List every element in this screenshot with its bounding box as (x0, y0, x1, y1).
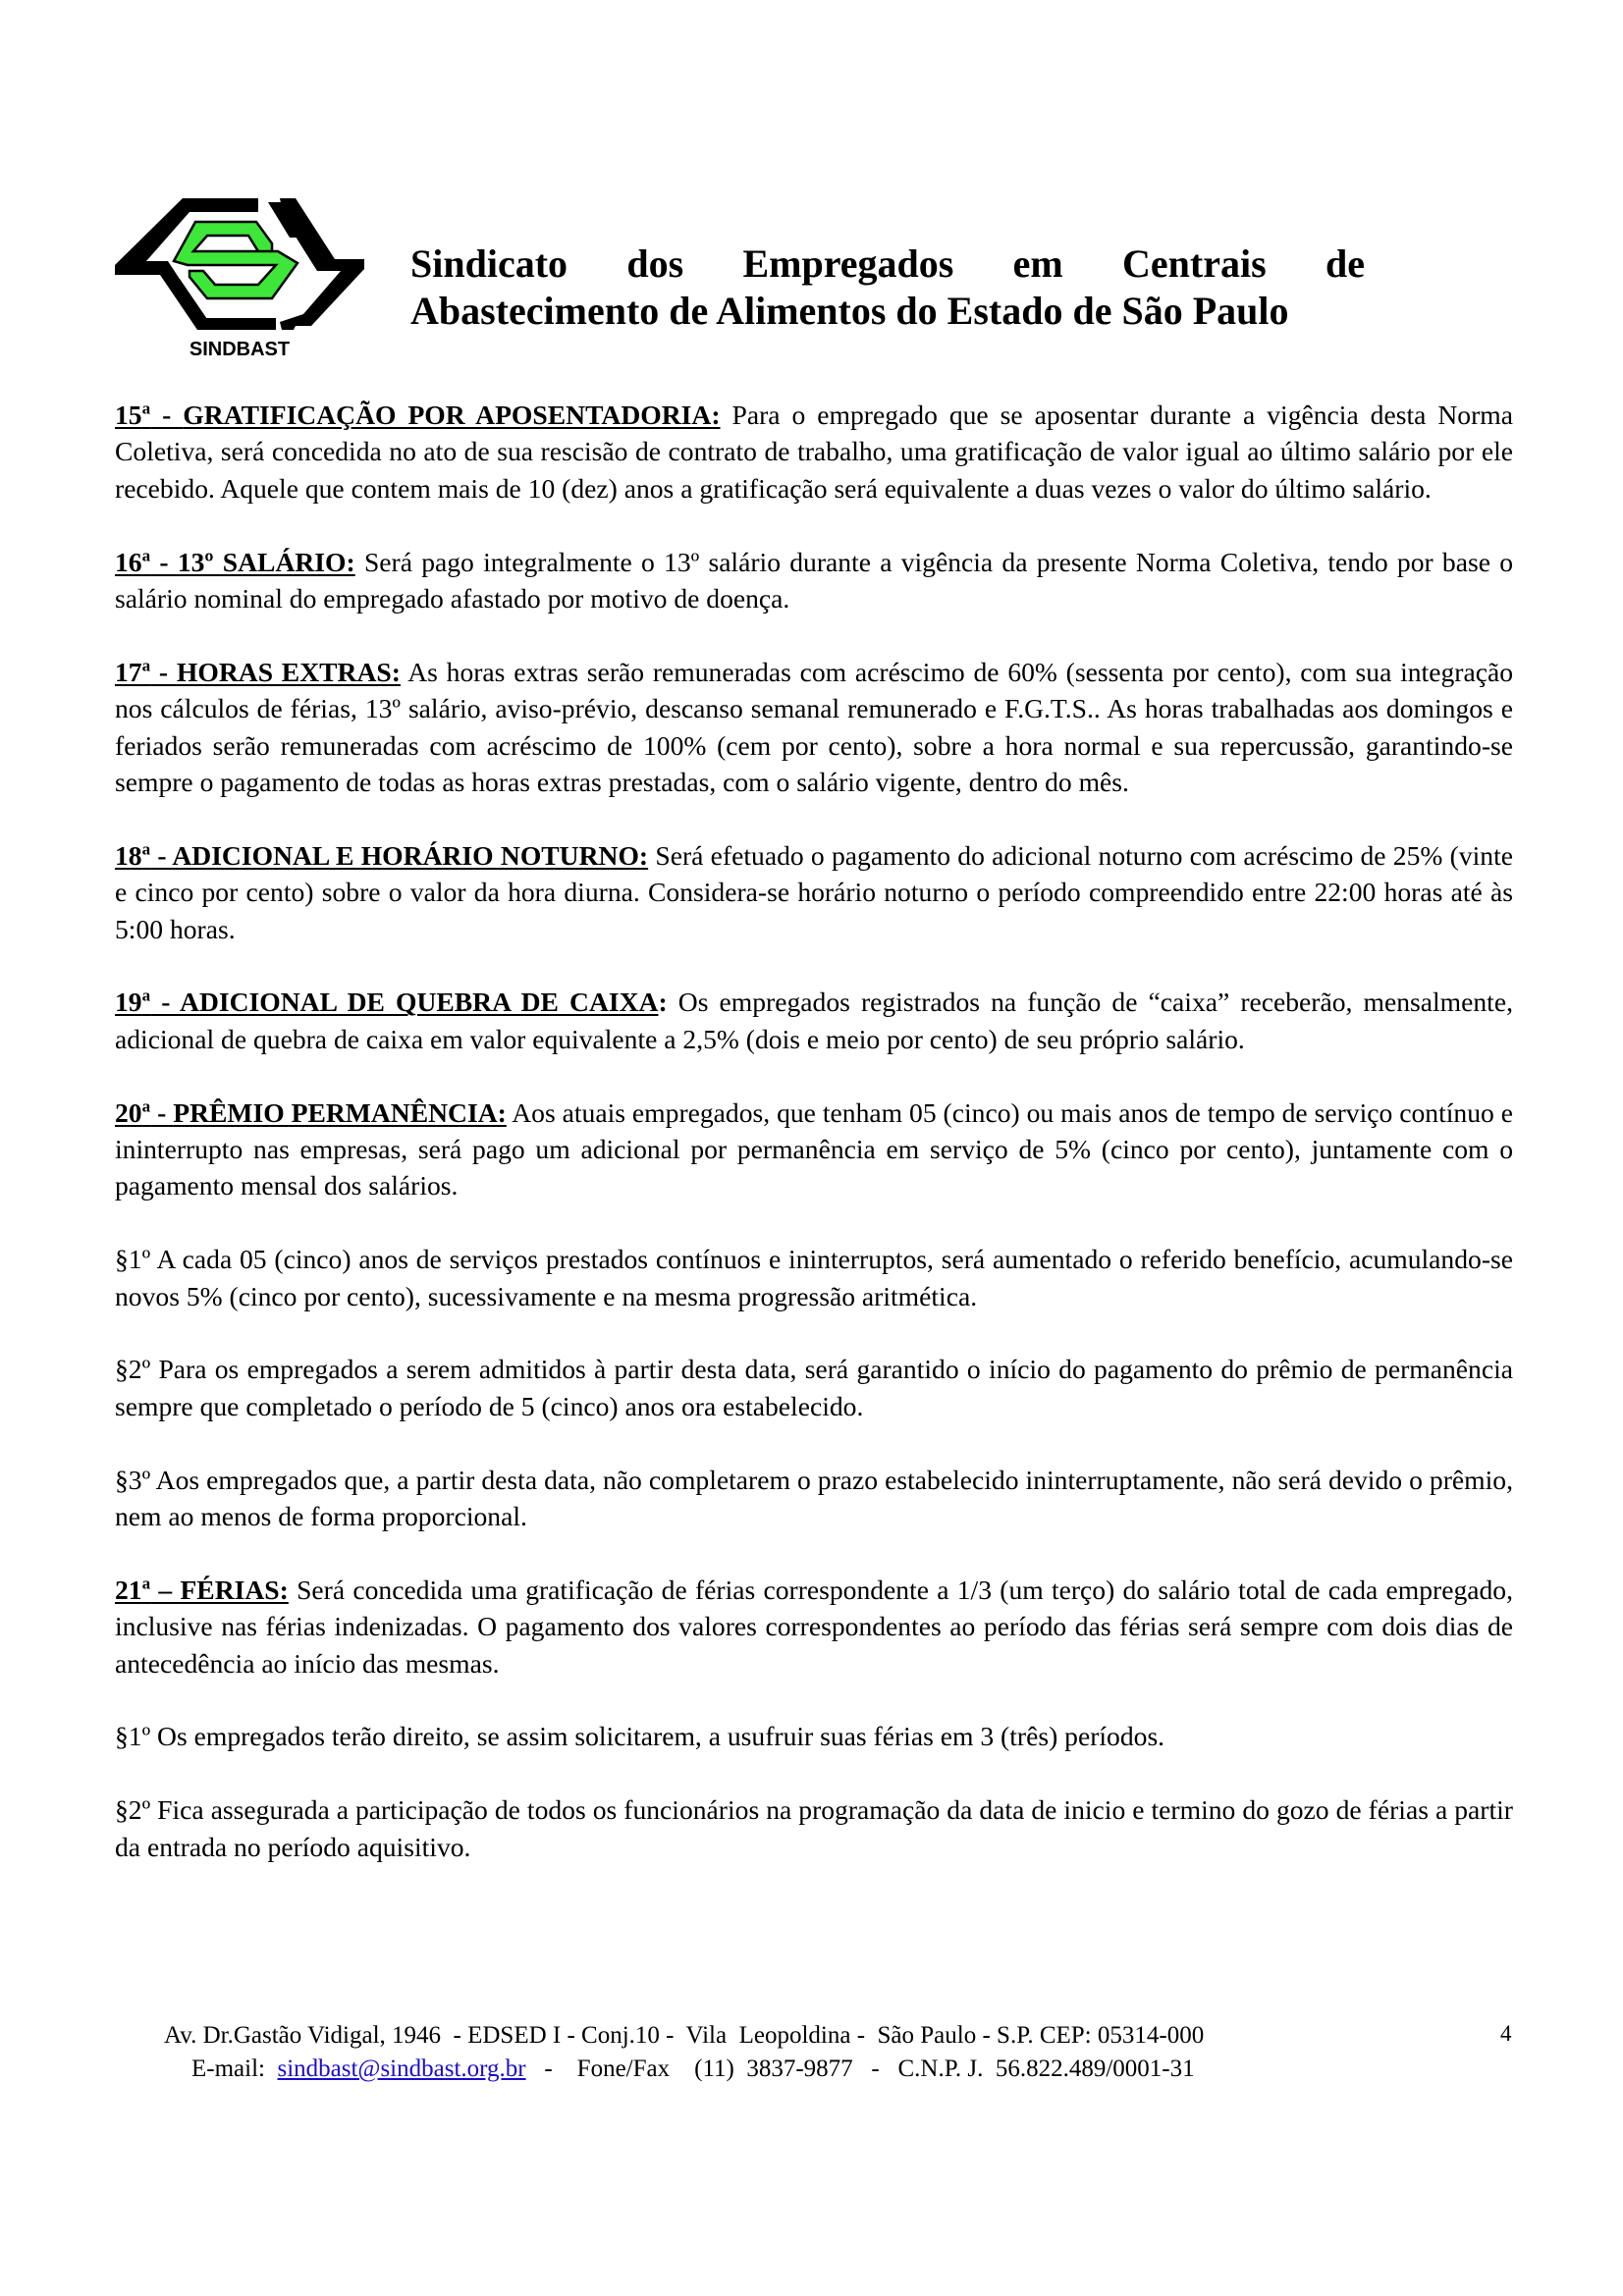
clause-text: Aos atuais empregados, que tenham 05 (cinco) ou mais anos de tempo de serviço contínuo e ininterrupto nas empresas, será pago um adicional por permanência em serviço de 5% (cinco por cento), juntamente com o pagamento mensal dos salários. (115, 1096, 1513, 1201)
organization-title-line2: Abastecimento de Alimentos do Estado de São Paulo (410, 289, 1289, 333)
clause-separator: - (150, 400, 184, 430)
clause-text: As horas extras serão remuneradas com acréscimo de 60% (sessenta por cento), com sua integração nos cálculos de férias, 13º salário, aviso-prévio, descanso semanal remunerado e F.G.T.S.. As horas trabalhadas aos domingos e feriados serão remuneradas com acréscimo de 100% (cem por cento), sobre a hora normal e sua repercussão, garantindo-se sempre o pagamento de todas as horas extras prestadas, com o salário vigente, dentro do mês. (115, 656, 1513, 798)
sindbast-logo (111, 192, 368, 361)
clause-heading (115, 840, 648, 871)
clause-title: GRATIFICAÇÃO POR APOSENTADORIA: (183, 400, 721, 430)
clause-21 (115, 1572, 1513, 1682)
document-body (115, 397, 1513, 1901)
clause-heading (115, 400, 721, 430)
clause-title: 13º SALÁRIO: (177, 546, 355, 577)
clause-16 (115, 544, 1513, 617)
clause-text: Os empregados registrados na função de “caixa” receberão, mensalmente, adicional de quebra de caixa em valor equivalente a 2,5% (dois e meio por cento) de seu próprio salário. (115, 987, 1513, 1054)
clause-text: Será concedida uma gratificação de férias correspondente a 1/3 (um terço) do salário total de cada empregado, inclusive nas férias indenizadas. O pagamento dos valores correspondentes ao período das férias será sempre com dois dias de antecedência ao início das mesmas. (115, 1574, 1513, 1679)
clause-20-paragraph-3: §3º Aos empregados que, a partir desta data, não completarem o prazo estabelecido ininterruptamente, não será devido o prêmio, nem ao menos de forma proporcional. (115, 1464, 1513, 1532)
clause-ordinal: a (141, 839, 151, 859)
clause-title: FÉRIAS: (180, 1574, 289, 1605)
clause-number: 19 (115, 987, 142, 1018)
clause-title: ADICIONAL DE QUEBRA DE CAIXA (180, 987, 659, 1018)
clause-heading (115, 987, 658, 1017)
clause-text: Será pago integralmente o 13º salário durante a vigência da presente Norma Coletiva, tendo por base o salário nominal do empregado afastado por motivo de doença. (115, 546, 1513, 614)
footer-phone-cnpj: - Fone/Fax (11) 3837-9877 - C.N.P. J. 56.822.489/0001-31 (525, 2056, 1195, 2082)
clause-18 (115, 837, 1513, 947)
clause-title: HORAS EXTRAS: (176, 656, 401, 687)
clause-number: 17 (115, 656, 142, 687)
clause-heading (115, 1097, 507, 1128)
clause-text: Para o empregado que se aposentar durante a vigência desta Norma Coletiva, será concedida no ato de sua rescisão de contrato de trabalho, uma gratificação de valor igual ao último salário por ele recebido. Aquele que contem mais de 10 (dez) anos a gratificação será equivalente a duas vezes o valor do último salário. (115, 400, 1513, 504)
organization-title-line1: Sindicato dos Empregados em Centrais de (410, 241, 1365, 286)
clause-number: 21 (115, 1574, 142, 1605)
clause-separator: - (150, 656, 177, 687)
clause-ordinal: a (141, 546, 151, 565)
logo-green-s (174, 222, 298, 298)
clause-number: 15 (115, 400, 142, 430)
clause-heading (115, 657, 401, 687)
clause-ordinal: a (141, 1096, 151, 1116)
clause-21-paragraph-1: §1º Os empregados terão direito, se assim solicitarem, a usufruir suas férias em 3 (três) períodos. (115, 1721, 1165, 1752)
page-number: 4 (1500, 2021, 1512, 2046)
clause-20-paragraph-2: §2º Para os empregados a serem admitidos à partir desta data, será garantido o início do pagamento do prêmio de permanência sempre que completado o período de 5 (cinco) anos ora estabelecido. (115, 1354, 1513, 1421)
clause-20 (115, 1095, 1513, 1204)
clause-title-colon: : (658, 987, 668, 1018)
clause-separator: - (150, 987, 181, 1018)
clause-17 (115, 654, 1513, 801)
clause-19 (115, 984, 1513, 1057)
organization-title (410, 240, 1365, 335)
logo-text: SINDBAST (189, 339, 291, 360)
clause-ordinal: a (141, 1574, 151, 1593)
email-label: E-mail: (191, 2056, 278, 2082)
email-link[interactable]: sindbast@sindbast.org.br (277, 2056, 526, 2082)
clause-text: Será efetuado o pagamento do adicional noturno com acréscimo de 25% (vinte e cinco por cento) sobre o valor da hora diurna. Considera-se horário noturno o período compreendido entre 22:00 horas até às 5:00 horas. (115, 839, 1513, 944)
clause-number: 20 (115, 1096, 142, 1128)
page-footer (147, 2019, 1424, 2086)
clause-20-paragraph-1: §1º A cada 05 (cinco) anos de serviços prestados contínuos e ininterruptos, será aumentado o referido benefício, acumulando-se novos 5% (cinco por cento), sucessivamente e na mesma progressão aritmética. (115, 1244, 1513, 1311)
clause-ordinal: a (141, 656, 151, 675)
clause-21-paragraph-2: §2º Fica assegurada a participação de todos os funcionários na programação da data de inicio e termino do gozo de férias a partir da entrada no período aquisitivo. (115, 1794, 1513, 1862)
clause-15 (115, 397, 1513, 507)
clause-heading (115, 547, 355, 577)
clause-number: 16 (115, 546, 142, 577)
clause-title: PRÊMIO PERMANÊNCIA: (173, 1096, 507, 1128)
clause-heading (115, 1575, 289, 1605)
clause-separator: - (150, 1096, 174, 1128)
logo-emblem-icon (111, 192, 368, 361)
footer-contact (147, 2053, 1424, 2086)
clause-separator: - (150, 839, 173, 871)
clause-separator: - (150, 546, 178, 577)
clause-number: 18 (115, 839, 142, 871)
clause-title: ADICIONAL E HORÁRIO NOTURNO: (172, 839, 649, 871)
footer-address: Av. Dr.Gastão Vidigal, 1946 - EDSED I - Conj.10 - Vila Leopoldina - São Paulo - S.P. CEP: 05314-000 (164, 2022, 1205, 2049)
clause-separator: – (150, 1574, 181, 1605)
clause-ordinal: a (141, 399, 151, 418)
clause-ordinal: a (141, 987, 151, 1006)
